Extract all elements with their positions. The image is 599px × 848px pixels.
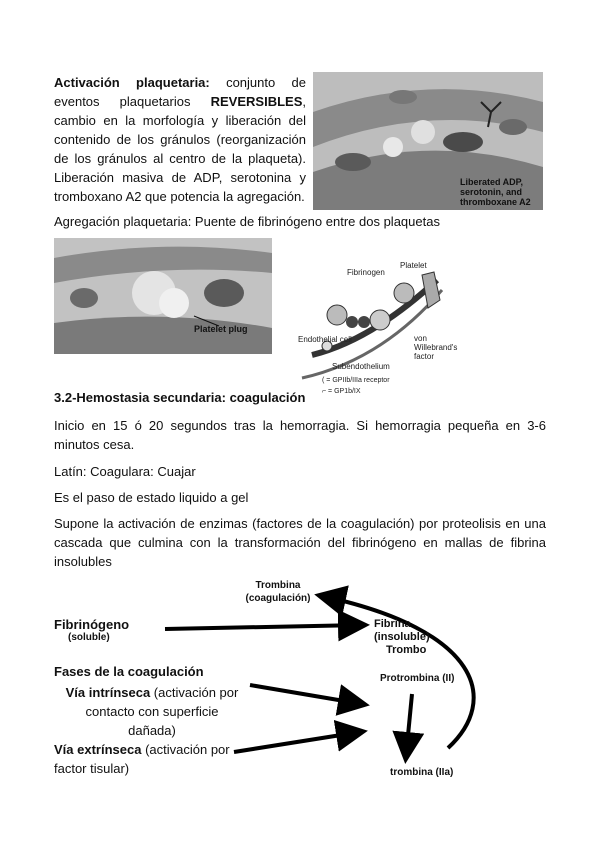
platelet-plug-illustration: [54, 238, 272, 354]
arrow-fibrinogen-to-fibrina: [165, 625, 362, 629]
legend-gpiib: ( = GPIIb/IIIa receptor: [322, 377, 390, 384]
fases-heading: Fases de la coagulación: [54, 664, 204, 679]
fibrinogeno-node: Fibrinógeno (soluble): [54, 617, 130, 643]
activation-text: conjunto de eventos plaquetarios: [54, 75, 306, 109]
activation-text-2: , cambio en la morfología y liberación del contenido de los gránulos (reorganización de los gránulos al centro de la plaqueta). Liberación masiva de ADP, serotonina y tromboxano A2 que potencia la agregación.: [54, 94, 306, 204]
label-platelet: Platelet: [400, 261, 427, 270]
via-extrinseca: Vía extrínseca (activación por factor tisular): [54, 742, 230, 776]
platelet-plug-label: Platelet plug: [194, 324, 248, 334]
label-subendothelium: Subendothelium: [332, 362, 390, 371]
section-title: 3.2-Hemostasia secundaria: coagulación: [54, 390, 306, 405]
fibrina-node: Fibrina (insoluble) Trombo: [374, 618, 430, 656]
via-intrinseca: Vía intrínseca (activación por contacto con superficie dañada): [65, 685, 239, 738]
arrow-intrinseca: [250, 685, 362, 704]
aggregation-line: Agregación plaquetaria: Puente de fibrinógeno entre dos plaquetas: [54, 214, 440, 229]
section-p4: Supone la activación de enzimas (factores de la coagulación) por proteolisis en una cascada que culmina con la transformación del fibrinógeno en mallas de fibrina insolubles: [54, 516, 546, 569]
reversibles-word: REVERSIBLES: [210, 94, 303, 109]
section-p2: Latín: Coagulara: Cuajar: [54, 464, 196, 479]
platelet-plug-image: [54, 238, 272, 354]
trombina-bottom: trombina (IIa): [390, 767, 454, 778]
label-endothelial: Endothelial cell: [298, 335, 352, 344]
trombina-top: Trombina (coagulación): [245, 580, 311, 604]
arrow-protrombina-down: [406, 694, 412, 756]
label-fibrinogen: Fibrinogen: [347, 268, 385, 277]
liberated-label: Liberated ADP, serotonin, and thromboxane A2: [460, 177, 531, 207]
gpiib-icon: (: [322, 377, 325, 384]
gp1b-icon: ⌐: [322, 388, 327, 395]
vessel-activation-image: [313, 72, 543, 210]
activation-title: Activación plaquetaria:: [54, 75, 210, 90]
legend-gp1b: ⌐ = GP1b/IX: [322, 388, 361, 395]
activation-paragraph: [54, 73, 306, 206]
fibrinogen-bridge-figure: [292, 260, 458, 410]
section-p3: Es el paso de estado liquido a gel: [54, 490, 249, 505]
section-p1: Inicio en 15 ó 20 segundos tras la hemorragia. Si hemorragia pequeña en 3-6 minutos cesa.: [54, 418, 546, 452]
label-vwf: von Willebrand's factor: [414, 334, 458, 361]
protrombina-label: Protrombina (II): [380, 673, 455, 684]
arrow-extrinseca: [234, 732, 360, 752]
